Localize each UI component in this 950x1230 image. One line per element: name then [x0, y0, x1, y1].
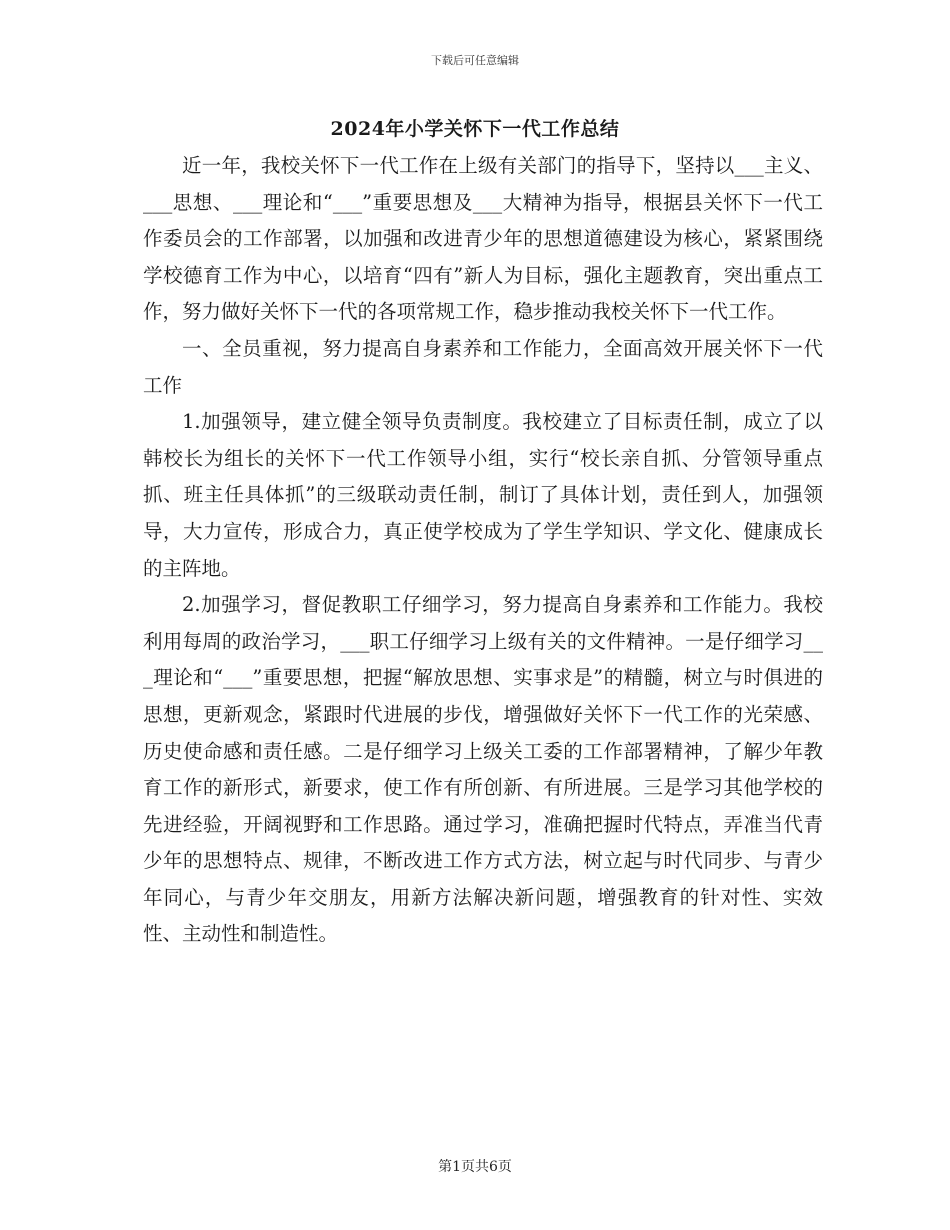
page-number: 第1页共6页: [438, 1159, 512, 1175]
page-header-note: 下载后可任意编辑: [431, 54, 519, 67]
section-heading-1: 一、全员重视，努力提高自身素养和工作能力，全面高效开展关怀下一代工作: [143, 336, 823, 397]
paragraph-leadership: 1.加强领导，建立健全领导负责制度。我校建立了目标责任制，成立了以韩校长为组长的关怀下一代工作领导小组，实行“校长亲自抓、分管领导重点抓、班主任具体抓”的三级联动责任制，制订了具体计划，责任到人，加强领导，大力宣传，形成合力，真正使学校成为了学生学知识、学文化、健康成长的主阵地。: [143, 410, 823, 580]
document-body: [143, 148, 823, 953]
page-title: 2024年小学关怀下一代工作总结: [330, 118, 620, 140]
paragraph-study: 2.加强学习，督促教职工仔细学习，努力提高自身素养和工作能力。我校利用每周的政治学习，___职工仔细学习上级有关的文件精神。一是仔细学习___理论和“___”重要思想，把握“解放思想、实事求是”的精髓，树立与时俱进的思想，更新观念，紧跟时代进展的步伐，增强做好关怀下一代工作的光荣感、历史使命感和责任感。二是仔细学习上级关工委的工作部署精神，了解少年教育工作的新形式，新要求，使工作有所创新、有所进展。三是学习其他学校的先进经验，开阔视野和工作思路。通过学习，准确把握时代特点，弄准当代青少年的思想特点、规律，不断改进工作方式方法，树立起与时代同步、与青少年同心，与青少年交朋友，用新方法解决新问题，增强教育的针对性、实效性、主动性和制造性。: [143, 593, 823, 946]
paragraph-intro: 近一年，我校关怀下一代工作在上级有关部门的指导下，坚持以___主义、___思想、___理论和“___”重要思想及___大精神为指导，根据县关怀下一代工作委员会的工作部署，以加强和改进青少年的思想道德建设为核心，紧紧围绕学校德育工作为中心，以培育“四有”新人为目标，强化主题教育，突出重点工作，努力做好关怀下一代的各项常规工作，稳步推动我校关怀下一代工作。: [143, 154, 823, 324]
